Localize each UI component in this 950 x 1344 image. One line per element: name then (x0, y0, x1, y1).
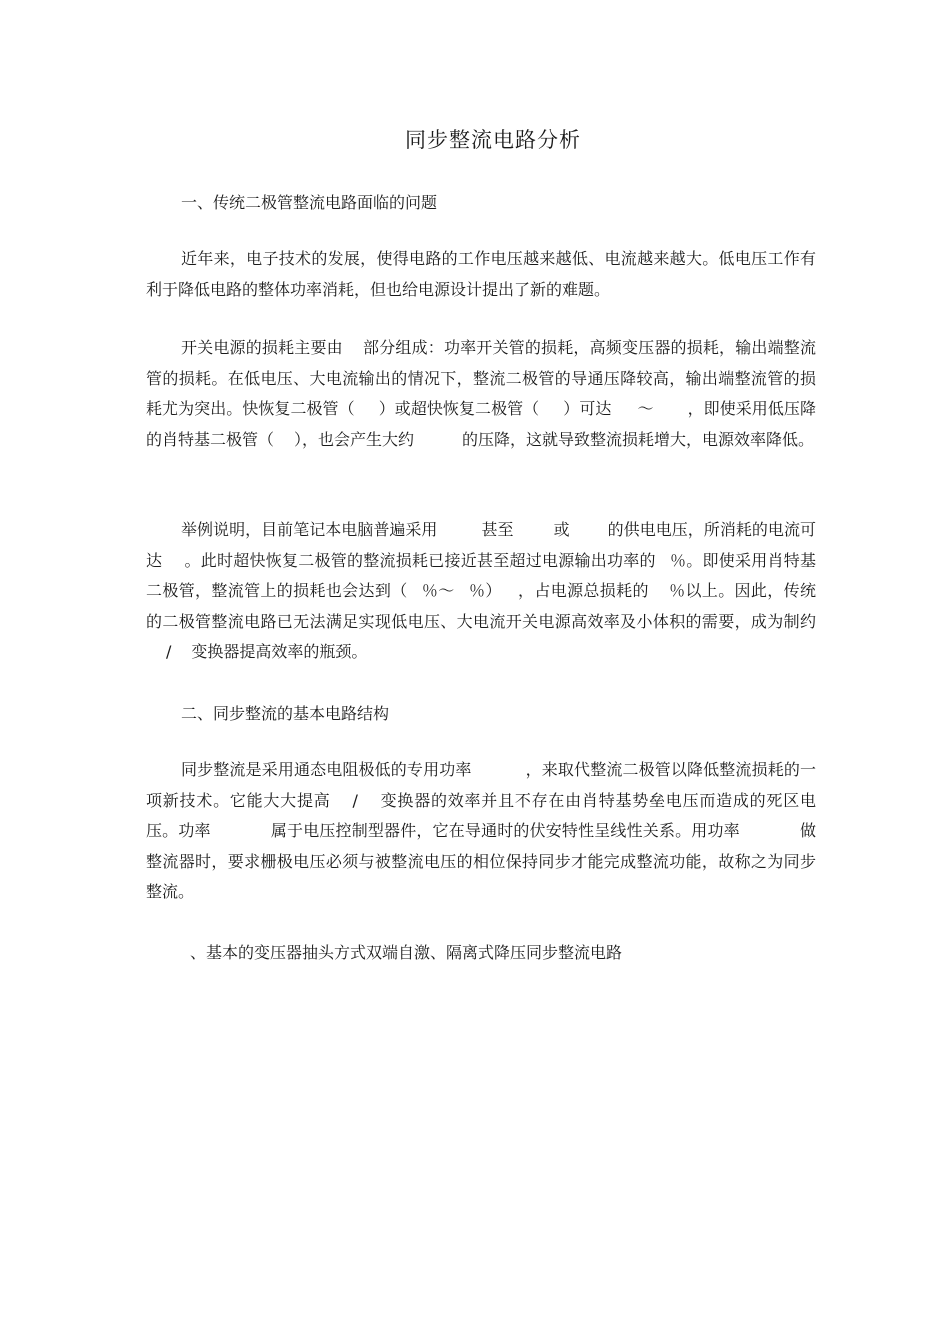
para3-text: 或 (553, 520, 570, 539)
para3-text: ，占电源总损耗的 (517, 581, 649, 600)
para3-text: ％。即使采用肖特基二极管，整流管上的损耗也会达到（ (146, 550, 816, 600)
section-heading-2: 二、同步整流的基本电路结构 (181, 704, 390, 723)
document-title: 同步整流电路分析 (405, 128, 581, 152)
paragraph-3 (146, 515, 816, 668)
para3-text: / (166, 642, 172, 661)
para2-text: ～ (637, 399, 654, 418)
para4-text: 属于电压控制型器件，它在导通时的伏安特性呈线性关系。用功率 (270, 821, 740, 840)
para4-text: 做整流器时，要求栅极电压必须与被整流电压的相位保持同步才能完成整流功能，故称之为同步整流。 (146, 821, 816, 901)
subsection-heading: 、基本的变压器抽头方式双端自激、隔离式降压同步整流电路 (190, 943, 623, 962)
para3-text: ％） (468, 581, 502, 600)
para3-text: 变换器提高效率的瓶颈。 (191, 642, 368, 661)
para4-text: 同步整流是采用通态电阻极低的专用功率 (181, 760, 472, 779)
para3-text: ％～ (421, 581, 455, 600)
para4-text: 变换器的效率并且不存在由肖特基势垒电压而造成的死区电压。功率 (146, 790, 816, 840)
para2-text: ，即使采用低压降的肖特基二极管（ (146, 399, 816, 449)
para2-text: ）可达 (563, 399, 612, 418)
para2-text: 的压降，这就导致整流损耗增大，电源效率降低。 (462, 429, 815, 449)
para2-text: ），也会产生大约 (294, 429, 415, 449)
section-heading-1: 一、传统二极管整流电路面临的问题 (181, 193, 438, 212)
para4-text: / (352, 790, 358, 810)
para3-text: ％以上。因此，传统的二极管整流电路已无法满足实现低电压、大电流开关电源高效率及小体积的需要，成为制约 (146, 581, 816, 631)
para3-text: 举例说明，目前笔记本电脑普遍采用 (181, 520, 438, 539)
para4-text: ，来取代整流二极管以降低整流损耗的一项新技术。它能大大提高 (146, 760, 816, 810)
para2-text: 部分组成：功率开关管的损耗，高频变压器的损耗，输出端整流管的损耗。在低电压、大电流输出的情况下，整流二极管的导通压降较高，输出端整流管的损耗尤为突出。快恢复二极管（ (146, 338, 816, 418)
para3-text: 。此时超快恢复二极管的整流损耗已接近甚至超过电源输出功率的 (184, 550, 656, 570)
para3-text: 甚至 (481, 520, 514, 539)
para2-text: ）或超快恢复二极管（ (378, 399, 540, 418)
paragraph-2 (146, 333, 816, 455)
paragraph-1: 近年来，电子技术的发展，使得电路的工作电压越来越低、电流越来越大。低电压工作有利于降低电路的整体功率消耗，但也给电源设计提出了新的难题。 (146, 249, 816, 299)
para2-text: 开关电源的损耗主要由 (181, 338, 343, 357)
para3-text: 的供电电压，所消耗的电流可达 (146, 520, 816, 570)
paragraph-4 (146, 755, 816, 908)
